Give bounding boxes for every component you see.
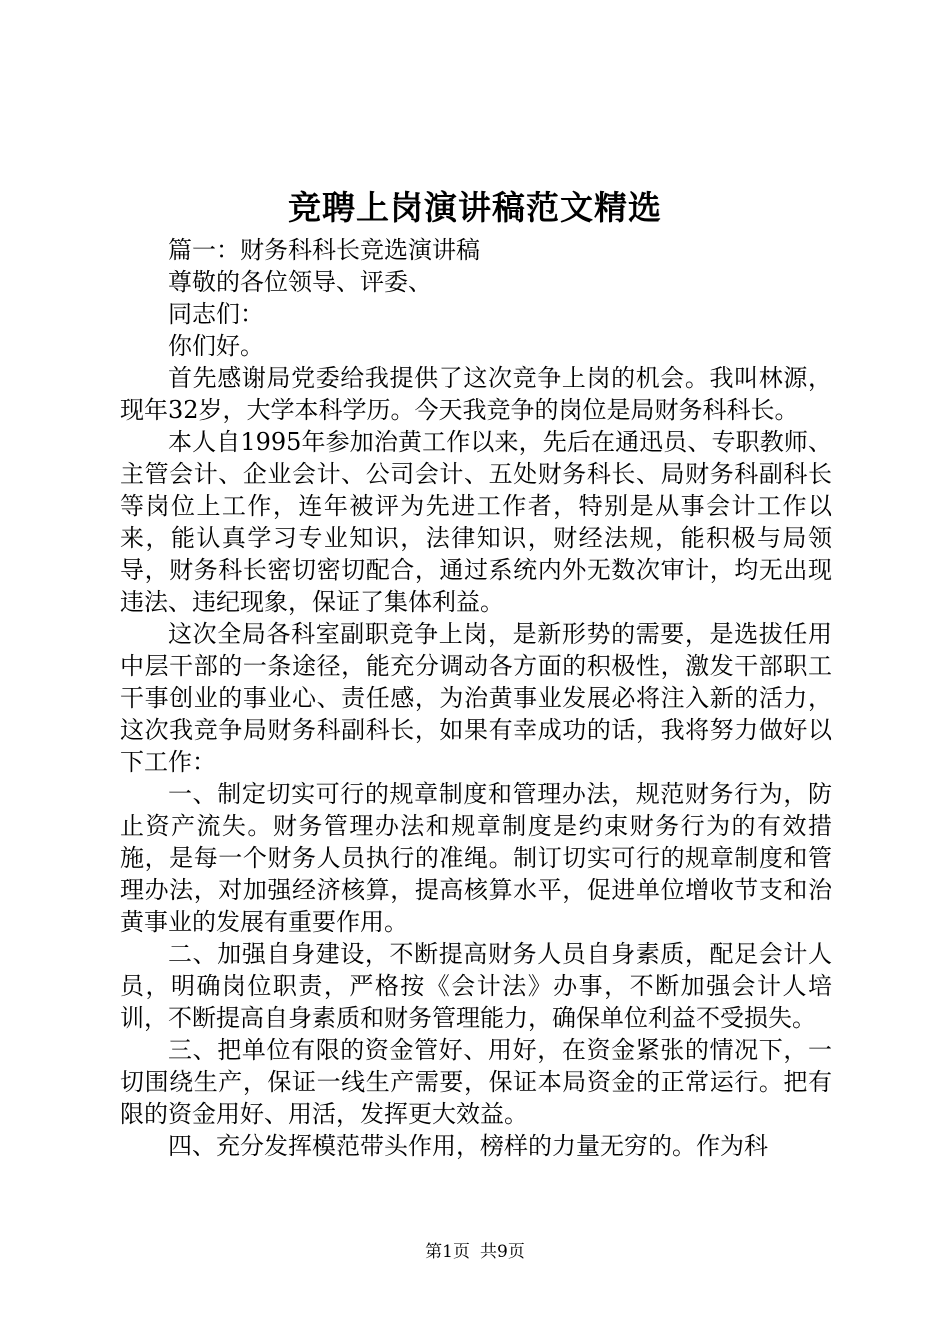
paragraph-greeting: 你们好。	[168, 332, 264, 360]
document-title: 竞聘上岗演讲稿范文精选	[288, 188, 662, 227]
page-number-current: 第1页	[425, 1242, 470, 1262]
page-footer	[0, 1240, 950, 1264]
paragraph: 一、制定切实可行的规章制度和管理办法，规范财务行为，防止资产流失。财务管理办法和规章制度是约束财务行为的有效措施，是每一个财务人员执行的准绳。制订切实可行的规章制度和管理办法，对加强经济核算，提高核算水平，促进单位增收节支和治黄事业的发展有重要作用。	[120, 780, 832, 936]
paragraph-salutation: 尊敬的各位领导、评委、	[168, 268, 432, 296]
paragraph-salutation-2: 同志们：	[168, 300, 264, 328]
page-number-total: 共9页	[480, 1242, 525, 1262]
paragraph: 四、充分发挥模范带头作用，榜样的力量无穷的。作为科	[168, 1132, 768, 1160]
document-body	[120, 234, 832, 1162]
paragraph: 首先感谢局党委给我提供了这次竞争上岗的机会。我叫林源，现年32岁，大学本科学历。今天我竞争的岗位是局财务科科长。	[120, 364, 832, 424]
paragraph: 这次全局各科室副职竞争上岗，是新形势的需要，是选拔任用中层干部的一条途径，能充分调动各方面的积极性，激发干部职工干事创业的事业心、责任感，为治黄事业发展必将注入新的活力，这次我竞争局财务科副科长，如果有幸成功的话，我将努力做好以下工作：	[120, 620, 832, 776]
paragraph: 二、加强自身建设，不断提高财务人员自身素质，配足会计人员，明确岗位职责，严格按《会计法》办事，不断加强会计人培训，不断提高自身素质和财务管理能力，确保单位利益不受损失。	[120, 940, 832, 1032]
paragraph: 本人自1995年参加治黄工作以来，先后在通迅员、专职教师、主管会计、企业会计、公司会计、五处财务科长、局财务科副科长等岗位上工作，连年被评为先进工作者，特别是从事会计工作以来，能认真学习专业知识，法律知识，财经法规，能积极与局领导，财务科长密切密切配合，通过系统内外无数次审计，均无出现违法、违纪现象，保证了集体利益。	[120, 428, 832, 616]
paragraph: 三、把单位有限的资金管好、用好，在资金紧张的情况下，一切围绕生产，保证一线生产需要，保证本局资金的正常运行。把有限的资金用好、用活，发挥更大效益。	[120, 1036, 832, 1128]
paragraph-heading: 篇一：财务科科长竞选演讲稿	[168, 236, 480, 264]
